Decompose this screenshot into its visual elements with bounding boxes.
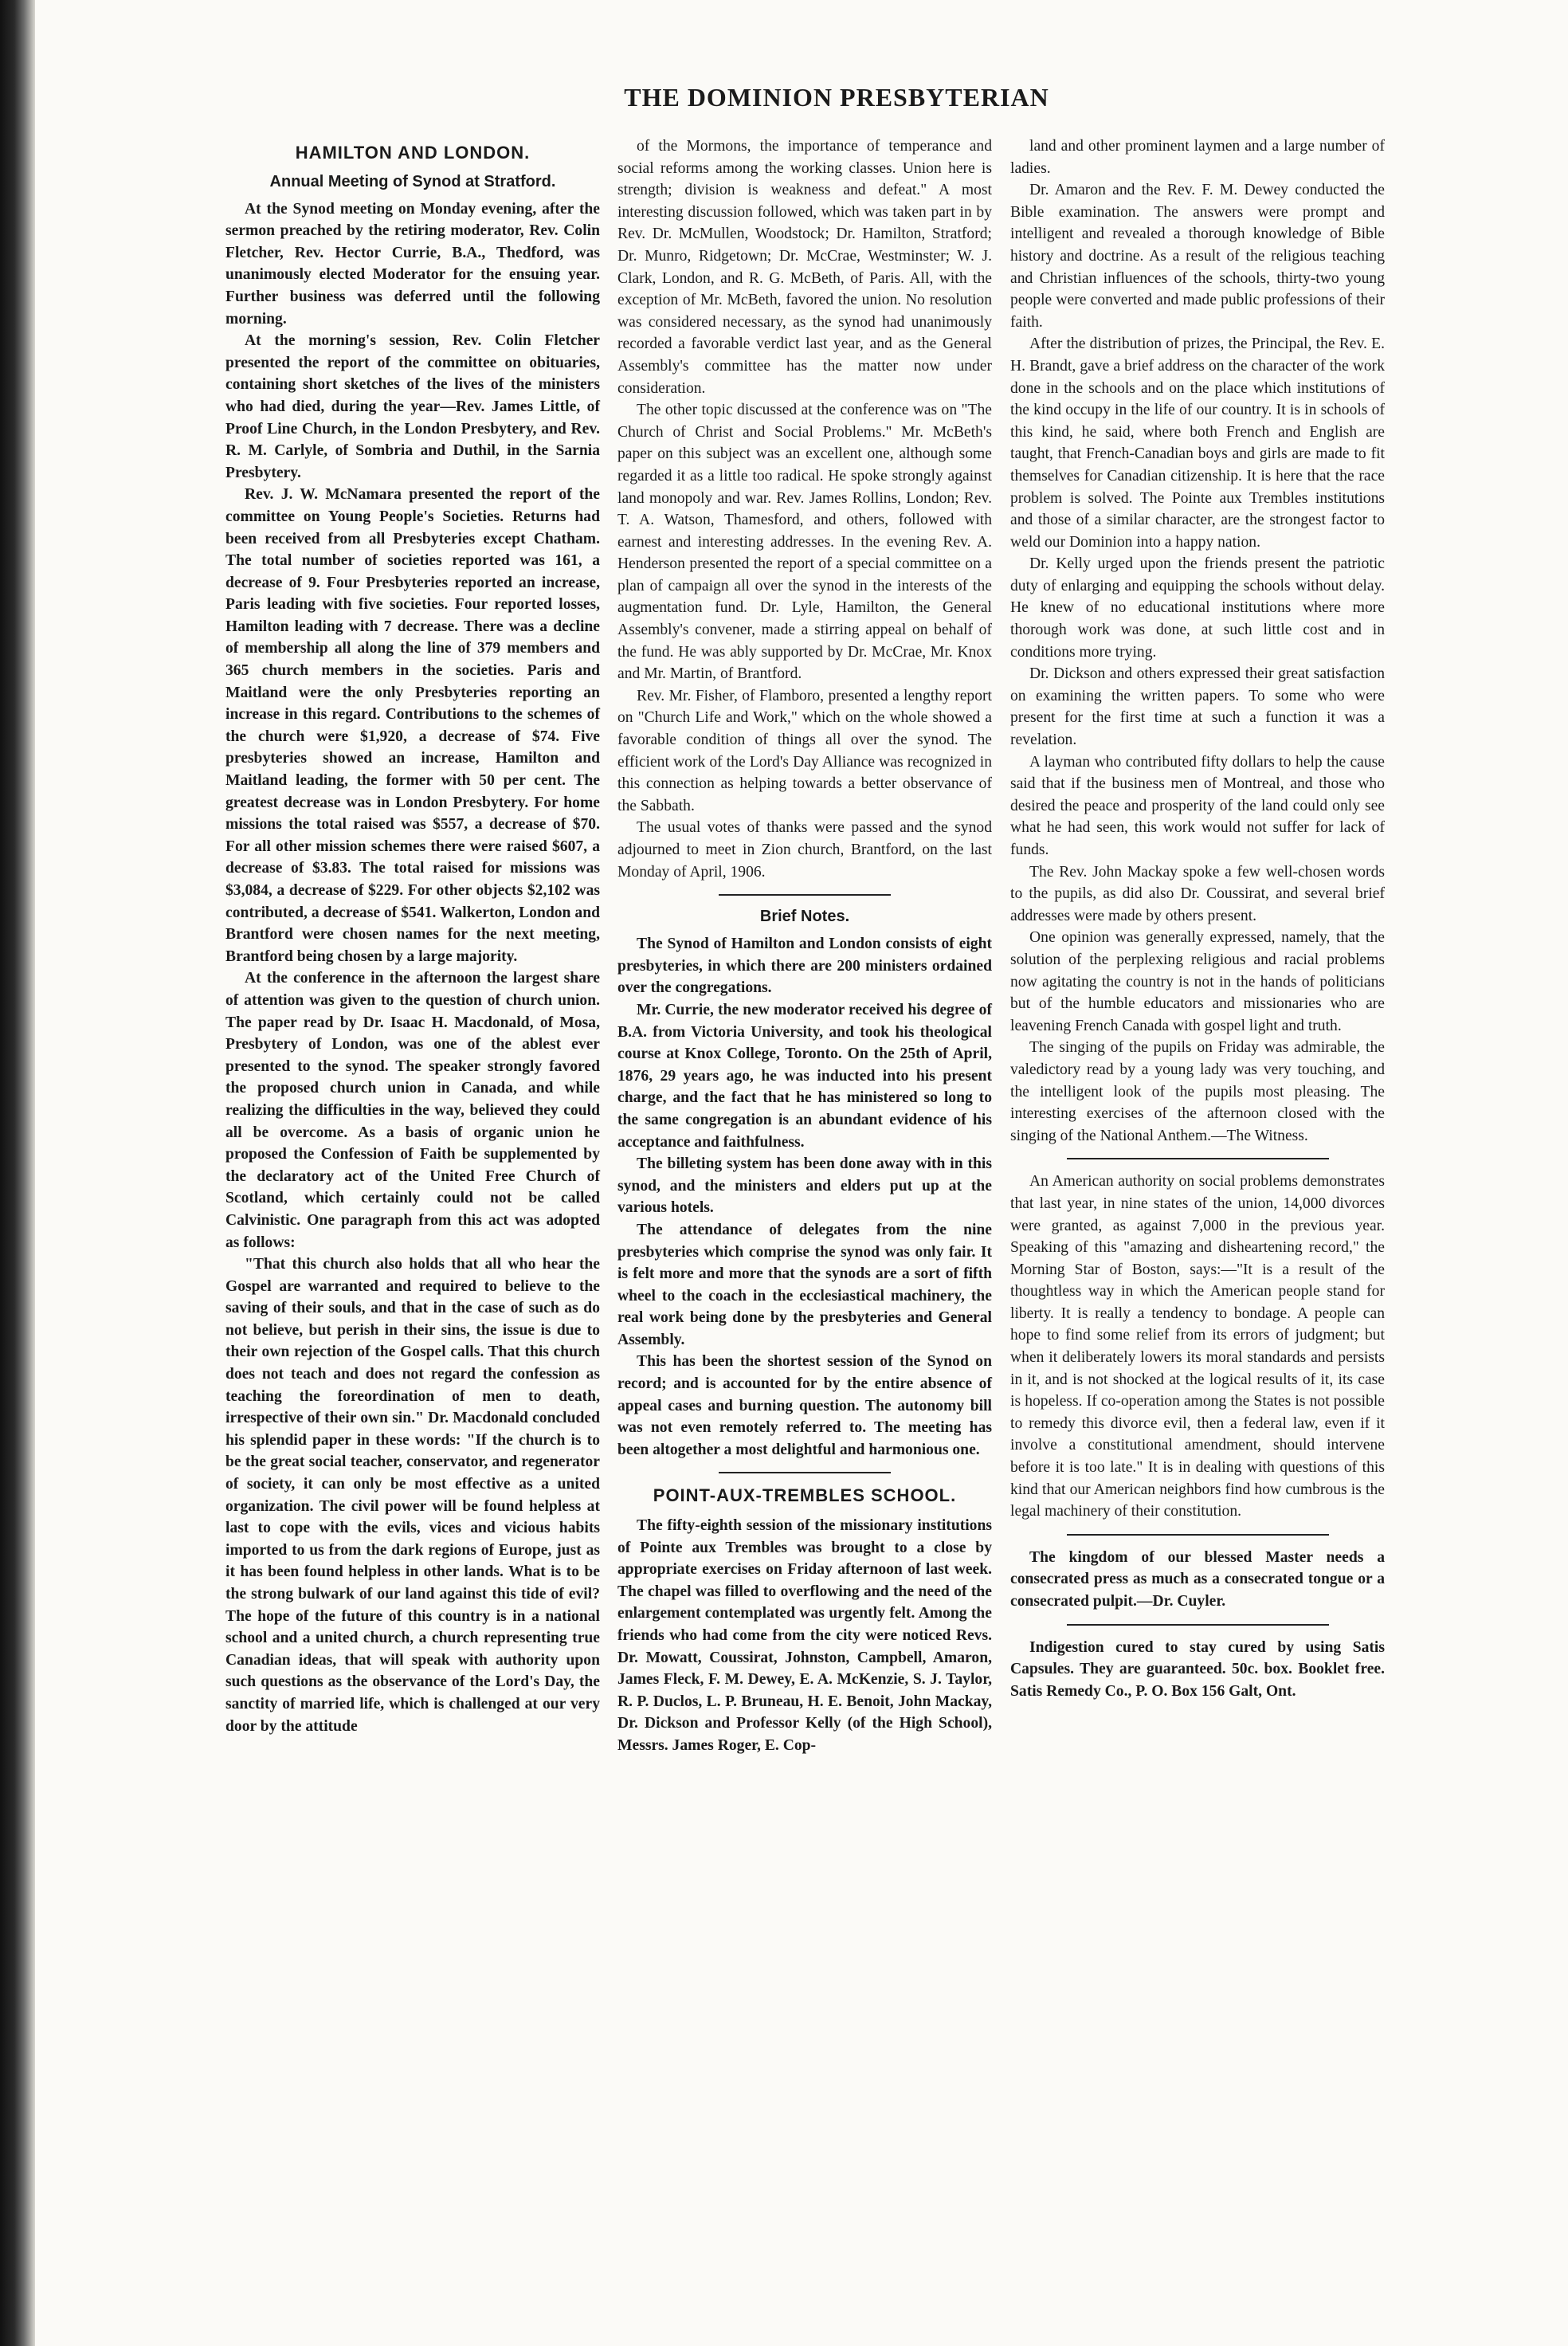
article-paragraph: The singing of the pupils on Friday was admirable, the valedictory read by a young lady was very touching, and the intelligent look of the pupils most pleasing. The interesting exercises of the afternoon closed with the singing of the National Anthem.—The Witness. xyxy=(1010,1039,1385,1144)
brief-note-paragraph: The Synod of Hamilton and London consists of eight presbyteries, in which there are 200 ministers ordained over the congregations. xyxy=(617,936,992,997)
divorce-item-paragraph: An American authority on social problems demonstrates that last year, in nine states of the union, 14,000 divorces were granted, as against 7,000 in the previous year. Speaking of this "amazing and disheartening record," the Morning Star of Boston, says:—"It is a result of the thoughtless way in which the American people stand for liberty. It is really a tendency to bondage. A people can hope to find some relief from its errors of judgment; but when it deliberately lowers its moral standards and persists in it, and is not shocked at the logical results of it, its case is hopeless. If co-operation among the States is not possible to remedy this divorce evil, then a federal law, even if it involve a constitutional amendment, should intervene before it is too late." It is in dealing with questions of this kind that our American neighbors find how cumbrous is the legal machinery of their constitution. xyxy=(1010,1173,1385,1520)
advertisement-paragraph: Indigestion cured to stay cured by using Satis Capsules. They are guaranteed. 50c. box. Booklet free. Satis Remedy Co., P. O. Box 156 Galt, Ont. xyxy=(1010,1638,1385,1700)
column-2 xyxy=(617,135,992,1757)
brief-note-paragraph: Mr. Currie, the new moderator received his degree of B.A. from Victoria University, and took his theological course at Knox College, Toronto. On the 25th of April, 1876, 29 years ago, he was inducted into his present charge, and the fact that he has ministered so long to the same congregation is an abundant evidence of his acceptance and faithfulness. xyxy=(617,1001,992,1151)
article-paragraph: After the distribution of prizes, the Principal, the Rev. E. H. Brandt, gave a brief address on the character of the work done in the schools and on the place which institutions of the kind occupy in the life of our country. It is in schools of this kind, he said, where both French and English are taught, that French-Canadian boys and girls are made to fit themselves for Canadian citizenship. It is here that the race problem is solved. The Pointe aux Trembles institutions and those of a similar character, are the strongest factor to weld our Dominion into a happy nation. xyxy=(1010,335,1385,551)
brief-notes-title: Brief Notes. xyxy=(759,908,850,926)
article-paragraph: Rev. Mr. Fisher, of Flamboro, presented a lengthy report on "Church Life and Work," which on the whole showed a favorable condition of things all over the synod. The efficient work of the Lord's Day Alliance was recognized in this connection as helping towards a better observance of the Sabbath. xyxy=(617,687,992,814)
article-paragraph: of the Mormons, the importance of temperance and social reforms among the working classes. Union here is strength; division is weakness and defeat." A most interesting discussion followed, which was taken part in by Rev. Dr. McMullen, Woodstock; Dr. Hamilton, Stratford; Dr. Munro, Ridgetown; Dr. McCrae, Westminster; W. J. Clark, London, and R. G. McBeth, of Paris. All, with the exception of Mr. McBeth, favored the union. No resolution was considered necessary, as the synod had unanimously recorded a favorable verdict last year, and as the General Assembly's committee has the matter now under consideration. xyxy=(617,138,992,397)
column-1 xyxy=(225,135,600,1737)
article-paragraph: land and other prominent laymen and a large number of ladies. xyxy=(1010,138,1385,177)
section-divider xyxy=(1067,1158,1329,1159)
article-paragraph: A layman who contributed fifty dollars to help the cause said that if the business men of Montreal, and those who desired the peace and prosperity of the land could only see what he had seen, this work would not suffer for lack of funds. xyxy=(1010,753,1385,858)
brief-note-paragraph: This has been the shortest session of the Synod on record; and is accounted for by the entire absence of appeal cases and burning question. The autonomy bill was not even remotely referred to. The meeting has been altogether a most delightful and harmonious one. xyxy=(617,1353,992,1458)
article-paragraph: Rev. J. W. McNamara presented the report of the committee on Young People's Societies. Returns had been received from all Presbyteries except Chatham. The total number of societies reported was 161, a decrease of 9. Four Presbyteries reported an increase, Paris leading with five societies. Four reported losses, Hamilton leading with 7 decrease. There was a decline of membership all along the line of 379 members and 365 church members in the societies. Paris and Maitland were the only Presbyteries reporting an increase in this regard. Contributions to the schemes of the church were $1,920, a decrease of $74. Five presbyteries showed an increase, Hamilton and Maitland leading, the former with 50 per cent. The greatest decrease was in London Presbytery. For home missions the total raised was $557, a decrease of $70. For all other mission schemes there were raised $607, a decrease of $3.83. The total raised for missions was $3,084, a decrease of $229. For other objects $2,102 was contributed, a decrease of $541. Walkerton, London and Brantford were chosen names for the next meeting, Brantford being chosen by a large majority. xyxy=(225,486,600,965)
article-paragraph: Dr. Dickson and others expressed their great satisfaction on examining the written papers. To some who were present for the first time at such a function it was a revelation. xyxy=(1010,665,1385,749)
masthead: THE DOMINION PRESBYTERIAN xyxy=(624,83,1049,112)
article-paragraph: Dr. Amaron and the Rev. F. M. Dewey conducted the Bible examination. The answers were prompt and intelligent and revealed a thorough knowledge of Bible history and doctrine. As a result of the religious teaching and Christian influences of the schools, thirty-two young people were converted and made public professions of their faith. xyxy=(1010,182,1385,331)
column-3 xyxy=(1010,135,1385,1702)
article-paragraph: At the Synod meeting on Monday evening, after the sermon preached by the retiring moderator, Rev. Colin Fletcher, Rev. Hector Currie, B.A., Thedford, was unanimously elected Moderator for the ensuing year. Further business was deferred until the following morning. xyxy=(225,200,600,328)
article-paragraph: The Rev. John Mackay spoke a few well-chosen words to the pupils, as did also Dr. Coussirat, and several brief addresses were made by others present. xyxy=(1010,863,1385,924)
school-article-body xyxy=(617,1515,992,1757)
section-divider xyxy=(719,894,891,896)
kingdom-quote-paragraph: The kingdom of our blessed Master needs a consecrated press as much as a consecrated tongue or a consecrated pulpit.—Dr. Cuyler. xyxy=(1010,1548,1385,1610)
brief-note-paragraph: The billeting system has been done away with in this synod, and the ministers and elders put up at the various hotels. xyxy=(617,1155,992,1217)
article-paragraph: At the morning's session, Rev. Colin Fletcher presented the report of the committee on obituaries, containing short sketches of the lives of the ministers who had died, during the year—Rev. James Little, of Proof Line Church, in the London Presbytery, and Rev. R. M. Carlyle, of Sombria and Duthil, in the Sarnia Presbytery. xyxy=(225,332,600,481)
article-paragraph: One opinion was generally expressed, namely, that the solution of the perplexing religious and racial problems now agitating the country is not in the hands of politicians but of the humble educators and missionaries who are leavening French Canada with gospel light and truth. xyxy=(1010,929,1385,1034)
section-divider xyxy=(1067,1624,1329,1626)
article-title-point-aux-trembles: POINT-AUX-TREMBLES SCHOOL. xyxy=(653,1485,957,1506)
article-paragraph: The other topic discussed at the conference was on "The Church of Christ and Social Problems." Mr. McBeth's paper on this subject was an excellent one, although some regarded it as a little too radical. He spoke strongly against land monopoly and war. Rev. James Rollins, London; Rev. T. A. Watson, Thamesford, and others, followed with earnest and interesting addresses. In the evening Rev. A. Henderson presented the report of a special committee on a plan of campaign all over the synod in the interests of the augmentation fund. Dr. Lyle, Hamilton, the General Assembly's convener, made a stirring appeal on behalf of the fund. He was ably supported by Dr. McCrae, Mr. Knox and Mr. Martin, of Brantford. xyxy=(617,402,992,683)
section-divider xyxy=(719,1472,891,1473)
article-paragraph: "That this church also holds that all who hear the Gospel are warranted and required to believe to the saving of their souls, and that in the case of such as do not believe, but perish in their sins, the issue is due to their own rejection of the Gospel calls. That this church does not teach and does not regard the confession as teaching the foreordination of men to death, irrespective of their own sin." Dr. Macdonald concluded his splendid paper in these words: "If the church is to be the great social teacher, conservator, and regenerator of society, it can only be most effective as a united organization. The civil power will be found helpless at last to cope with the evils, vices and vicious habits imported to us from the dark regions of Europe, just as it has been found helpless in other lands. What is to be the strong bulwark of our land against this tide of evil? The hope of the future of this country is in a national school and a united church, a church representing true Canadian ideas, that will speak with authority upon such questions as the observance of the Lord's Day, the sanctity of married life, which is challenged at our very door by the attitude xyxy=(225,1256,600,1735)
page-edge xyxy=(0,0,35,2346)
section-divider xyxy=(1067,1534,1329,1536)
article-title-hamilton-london: HAMILTON AND LONDON. xyxy=(295,143,531,163)
article-paragraph: At the conference in the afternoon the largest share of attention was given to the question of church union. The paper read by Dr. Isaac H. Macdonald, of Mosa, Presbytery of London, was one of the ablest ever presented to the synod. The speaker strongly favored the proposed church union in Canada, and while realizing the difficulties in the way, believed they could all be overcome. As a basis of organic union he proposed the Confession of Faith be supplemented by the declaratory act of the United Free Church of Scotland, which certainly could not be called Calvinistic. One paragraph from this act was adopted as follows: xyxy=(225,970,600,1251)
article-paragraph: Dr. Kelly urged upon the friends present the patriotic duty of enlarging and equipping the schools without delay. He knew of no educational institutions where more thorough work was done, at such little cost and in conditions more trying. xyxy=(1010,555,1385,661)
article-paragraph: The fifty-eighth session of the missionary institutions of Pointe aux Trembles was brought to a close by appropriate exercises on Friday afternoon of last week. The chapel was filled to overflowing and the need of the enlargement contemplated was urgently felt. Among the friends who had come from the city were noticed Revs. Dr. Mowatt, Coussirat, Johnston, Campbell, Amaron, James Fleck, F. M. Dewey, E. A. McKenzie, S. J. Taylor, R. P. Duclos, L. P. Bruneau, H. E. Benoit, John Mackay, Dr. Dickson and Professor Kelly (of the High School), Messrs. James Roger, E. Cop- xyxy=(617,1517,992,1754)
brief-notes-body xyxy=(617,933,992,1461)
brief-note-paragraph: The attendance of delegates from the nine presbyteries which comprise the synod was only fair. It is felt more and more that the synods are a sort of fifth wheel to the coach in the ecclesiastical machinery, the real work being done by the presbyteries and General Assembly. xyxy=(617,1221,992,1348)
article-paragraph: The usual votes of thanks were passed and the synod adjourned to meet in Zion church, Brantford, on the last Monday of April, 1906. xyxy=(617,819,992,881)
article-subtitle-synod: Annual Meeting of Synod at Stratford. xyxy=(269,172,556,190)
